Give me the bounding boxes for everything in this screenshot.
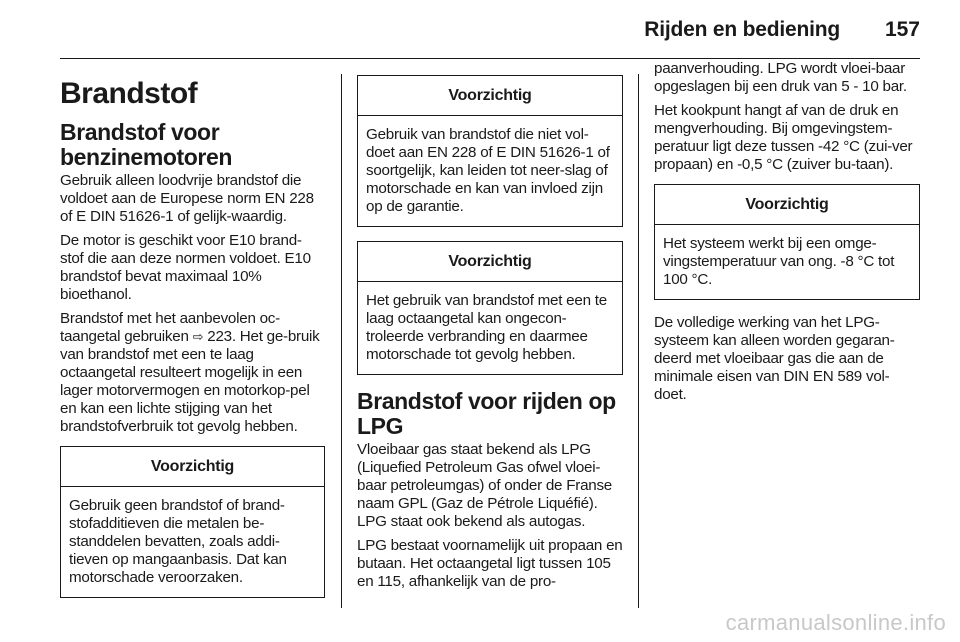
column-3 xyxy=(654,60,920,410)
caution-box xyxy=(60,446,325,598)
paragraph: Brandstof met het aanbevolen oc-taangetal gebruiken ⇨ 223. Het ge-bruik van brandstof met een te laag octaangetal resulteert mogelijk in een lager motorvermogen en motorkop-pel en kan een lichte stijging van het brandstofverbruik tot gevolg hebben. xyxy=(60,310,320,435)
chapter-heading: Brandstof xyxy=(60,77,198,110)
caution-heading: Voorzichtig xyxy=(358,76,622,116)
column-2 xyxy=(357,60,623,597)
column-1 xyxy=(60,60,325,612)
caution-heading: Voorzichtig xyxy=(655,185,919,225)
paragraph: paanverhouding. LPG wordt vloei-baar opgeslagen bij een druk van 5 - 10 bar. xyxy=(654,60,907,95)
caution-text: Het gebruik van brandstof met een te laag octaangetal kan ongecon-troleerde verbranding en daarmee motorschade tot gevolg hebben. xyxy=(366,292,607,363)
caution-box xyxy=(654,184,920,300)
page-number: 157 xyxy=(884,18,920,41)
paragraph: LPG bestaat voornamelijk uit propaan en butaan. Het octaangetal ligt tussen 105 en 115, afhankelijk van de pro- xyxy=(357,537,623,590)
section-heading-petrol: Brandstof voor benzinemotoren xyxy=(60,119,233,170)
column-divider-1 xyxy=(341,74,342,608)
caution-heading: Voorzichtig xyxy=(61,447,324,487)
paragraph: Vloeibaar gas staat bekend als LPG (Liquefied Petroleum Gas ofwel vloei-baar petroleumgas) of onder de Franse naam GPL (Gaz de Pétrole Liquéfié). LPG staat ook bekend als autogas. xyxy=(357,441,612,530)
header-divider xyxy=(60,58,920,59)
caution-heading: Voorzichtig xyxy=(358,242,622,282)
caution-text: Gebruik geen brandstof of brand-stofadditieven die metalen be-standdelen bevatten, zoals addi-tieven op mangaanbasis. Dat kan motorschade veroorzaken. xyxy=(69,497,287,586)
caution-box xyxy=(357,241,623,375)
column-divider-2 xyxy=(638,74,639,608)
caution-text: Het systeem werkt bij een omge-vingstemperatuur van ong. -8 °C tot 100 °C. xyxy=(663,235,895,288)
watermark-text: carmanualsonline.info xyxy=(725,610,946,635)
section-title: Rijden en bediening xyxy=(644,18,840,41)
page-reference-arrow-icon: ⇨ xyxy=(192,329,204,344)
caution-box xyxy=(357,75,623,227)
paragraph: De motor is geschikt voor E10 brand-stof die aan deze normen voldoet. E10 brandstof bevat maximaal 10% bioethanol. xyxy=(60,232,311,303)
caution-text: Gebruik van brandstof die niet vol-doet aan EN 228 of E DIN 51626-1 of soortgelijk, kan leiden tot neer-slag of motorschade en kan van invloed zijn op de garantie. xyxy=(366,126,610,215)
page-header xyxy=(0,0,960,58)
paragraph: Het kookpunt hangt af van de druk en mengverhouding. Bij omgevingstem-peratuur ligt deze tussen -42 °C (zui-ver propaan) en -0,5 °C (zuiver bu-taan). xyxy=(654,102,913,173)
section-heading-lpg: Brandstof voor rijden op LPG xyxy=(357,388,616,439)
paragraph: De volledige werking van het LPG-systeem kan alleen worden gegaran-deerd met vloeibaar gas die aan de minimale eisen van DIN EN 589 vol-doet. xyxy=(654,314,895,403)
paragraph: Gebruik alleen loodvrije brandstof die voldoet aan de Europese norm EN 228 of E DIN 51626-1 of gelijk-waardig. xyxy=(60,172,314,225)
